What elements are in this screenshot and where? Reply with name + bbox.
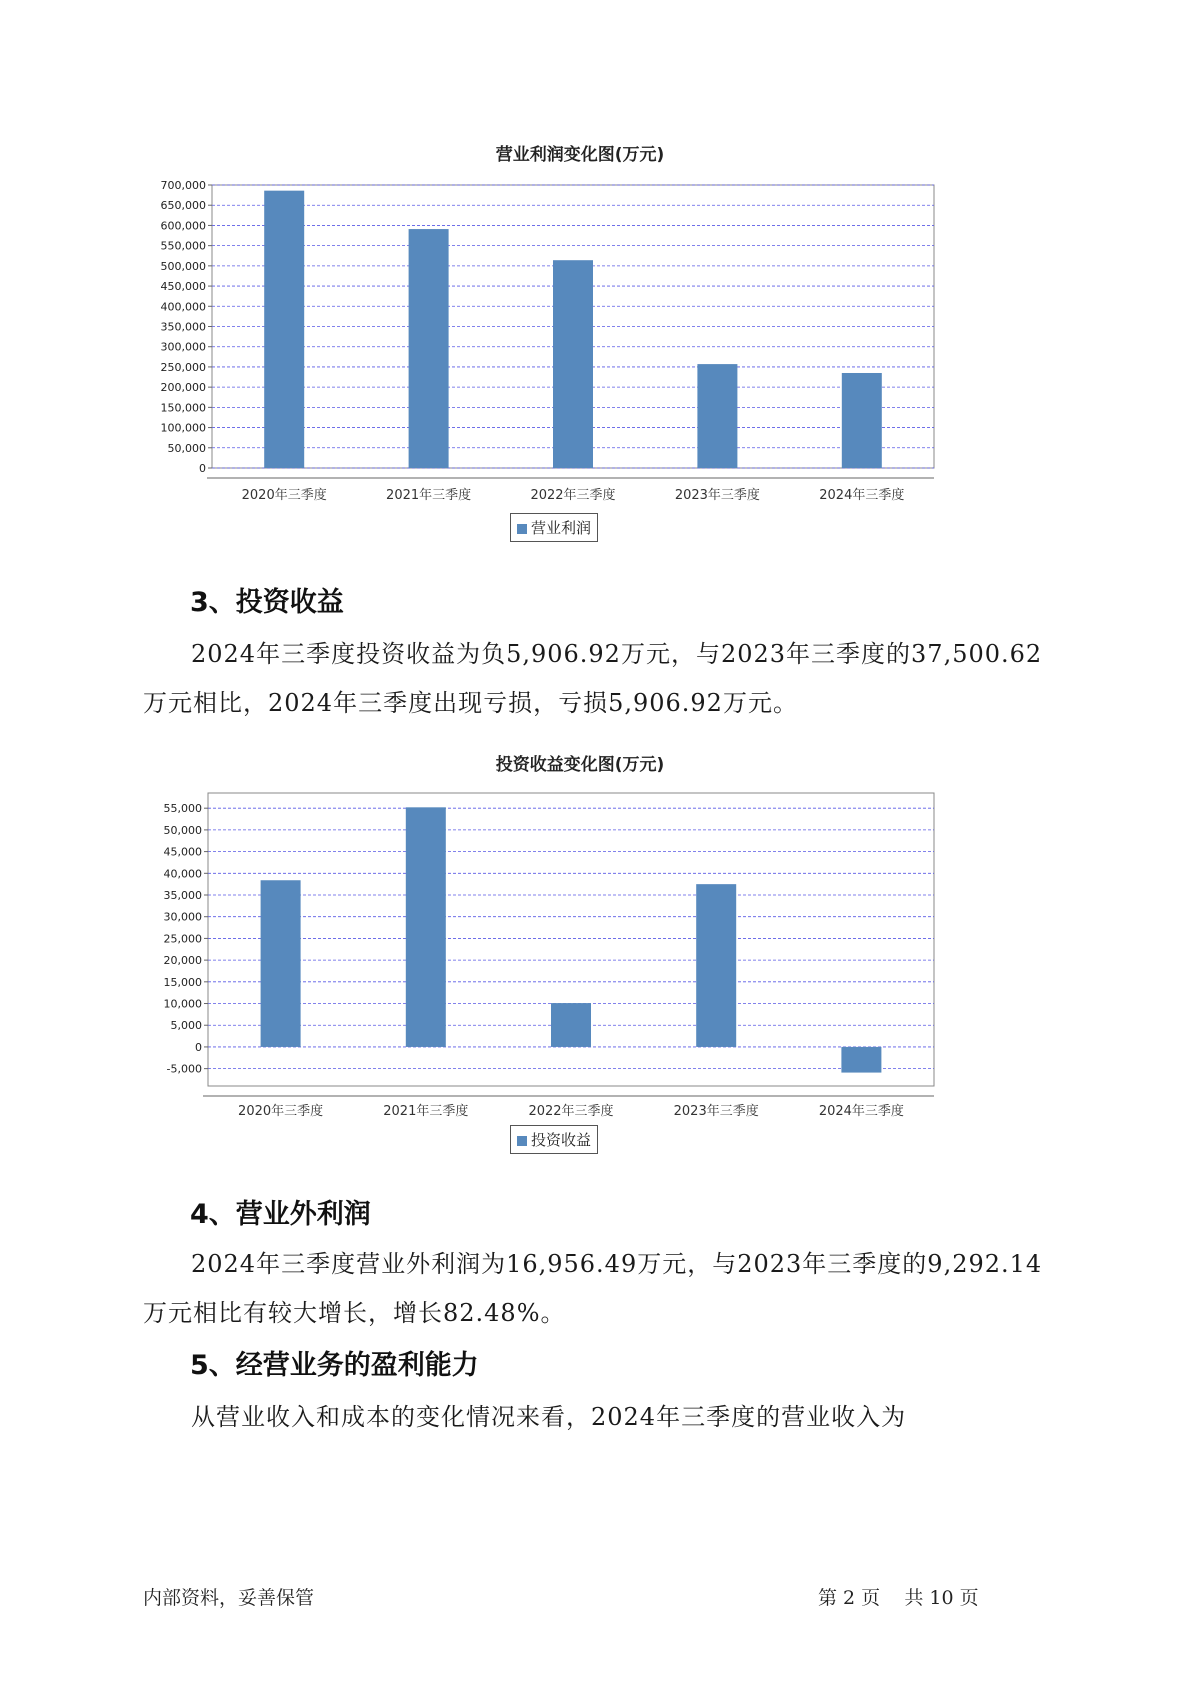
x-category-label: 2021年三季度 xyxy=(386,488,472,503)
footer-confidential-note: 内部资料，妥善保管 xyxy=(143,1587,315,1609)
non-operating-profit-paragraph xyxy=(143,1240,1043,1338)
y-tick-label: 150,000 xyxy=(160,401,206,415)
y-tick-label: 0 xyxy=(195,1040,202,1054)
legend-label: 投资收益 xyxy=(531,1131,592,1149)
y-tick-label: 400,000 xyxy=(160,300,206,314)
bar-2023年三季度 xyxy=(697,364,737,468)
bar-2023年三季度 xyxy=(696,884,736,1047)
y-tick-label: 550,000 xyxy=(160,239,206,253)
legend-label: 营业利润 xyxy=(531,519,592,537)
paragraph-line: 万元相比有较大增长，增长82.48%。 xyxy=(143,1299,566,1327)
chart-title: 营业利润变化图(万元) xyxy=(495,145,665,165)
section-heading-business-profitability: 5、经营业务的盈利能力 xyxy=(190,1350,479,1381)
operating-profit-chart xyxy=(130,135,1030,555)
chart-plot xyxy=(130,783,1030,1153)
y-tick-label: 30,000 xyxy=(163,910,202,924)
x-category-label: 2024年三季度 xyxy=(818,1104,904,1119)
business-profitability-paragraph xyxy=(143,1393,1043,1442)
y-tick-label: 700,000 xyxy=(160,179,206,192)
investment-income-chart xyxy=(130,745,1030,1165)
paragraph-line: 2024年三季度营业外利润为16,956.49万元，与2023年三季度的9,292.14 xyxy=(191,1250,1043,1278)
y-tick-label: 50,000 xyxy=(163,823,202,837)
legend-swatch xyxy=(517,524,527,534)
y-tick-label: 200,000 xyxy=(160,381,206,395)
investment-income-paragraph xyxy=(143,630,1043,728)
x-category-label: 2024年三季度 xyxy=(819,488,905,503)
y-tick-label: 300,000 xyxy=(160,340,206,354)
chart-legend xyxy=(510,1125,598,1154)
y-tick-label: 40,000 xyxy=(163,867,202,881)
y-tick-label: 10,000 xyxy=(163,997,202,1011)
chart-legend xyxy=(510,513,598,542)
y-tick-label: 600,000 xyxy=(160,219,206,233)
y-tick-label: 50,000 xyxy=(167,441,206,455)
y-tick-label: 0 xyxy=(199,462,206,475)
bar-2021年三季度 xyxy=(409,229,449,468)
x-category-label: 2022年三季度 xyxy=(528,1104,614,1119)
y-tick-label: 55,000 xyxy=(163,802,202,816)
y-tick-label: 250,000 xyxy=(160,360,206,374)
paragraph-line: 2024年三季度投资收益为负5,906.92万元，与2023年三季度的37,500.62 xyxy=(191,640,1043,668)
bar-2022年三季度 xyxy=(551,1003,591,1047)
x-category-label: 2020年三季度 xyxy=(238,1104,324,1119)
bar-2024年三季度 xyxy=(841,1047,881,1073)
y-tick-label: 100,000 xyxy=(160,421,206,435)
y-tick-label: 45,000 xyxy=(163,845,202,859)
x-category-label: 2022年三季度 xyxy=(530,488,616,503)
chart-title: 投资收益变化图(万元) xyxy=(495,755,665,775)
bar-2020年三季度 xyxy=(261,880,301,1047)
x-category-label: 2020年三季度 xyxy=(241,488,327,503)
legend-swatch xyxy=(517,1136,527,1146)
footer-page-number: 第 2 页 共 10 页 xyxy=(818,1587,979,1609)
y-tick-label: 25,000 xyxy=(163,932,202,946)
y-tick-label: 15,000 xyxy=(163,975,202,989)
paragraph-line: 从营业收入和成本的变化情况来看，2024年三季度的营业收入为 xyxy=(191,1403,907,1431)
y-tick-label: 20,000 xyxy=(163,954,202,968)
y-tick-label: 35,000 xyxy=(163,889,202,903)
chart-plot xyxy=(130,175,1030,545)
bar-2024年三季度 xyxy=(842,373,882,468)
bar-2021年三季度 xyxy=(406,807,446,1047)
y-tick-label: 650,000 xyxy=(160,199,206,213)
bar-2020年三季度 xyxy=(264,191,304,468)
section-heading-investment-income: 3、投资收益 xyxy=(190,587,344,618)
x-category-label: 2021年三季度 xyxy=(383,1104,469,1119)
section-heading-non-operating-profit: 4、营业外利润 xyxy=(190,1199,371,1230)
y-tick-label: 5,000 xyxy=(170,1019,202,1033)
y-tick-label: 350,000 xyxy=(160,320,206,334)
bar-2022年三季度 xyxy=(553,260,593,468)
y-tick-label: 500,000 xyxy=(160,259,206,273)
x-category-label: 2023年三季度 xyxy=(674,488,760,503)
paragraph-line: 万元相比，2024年三季度出现亏损，亏损5,906.92万元。 xyxy=(143,689,798,717)
y-tick-label: 450,000 xyxy=(160,280,206,294)
x-category-label: 2023年三季度 xyxy=(673,1104,759,1119)
y-tick-label: -5,000 xyxy=(166,1062,202,1076)
